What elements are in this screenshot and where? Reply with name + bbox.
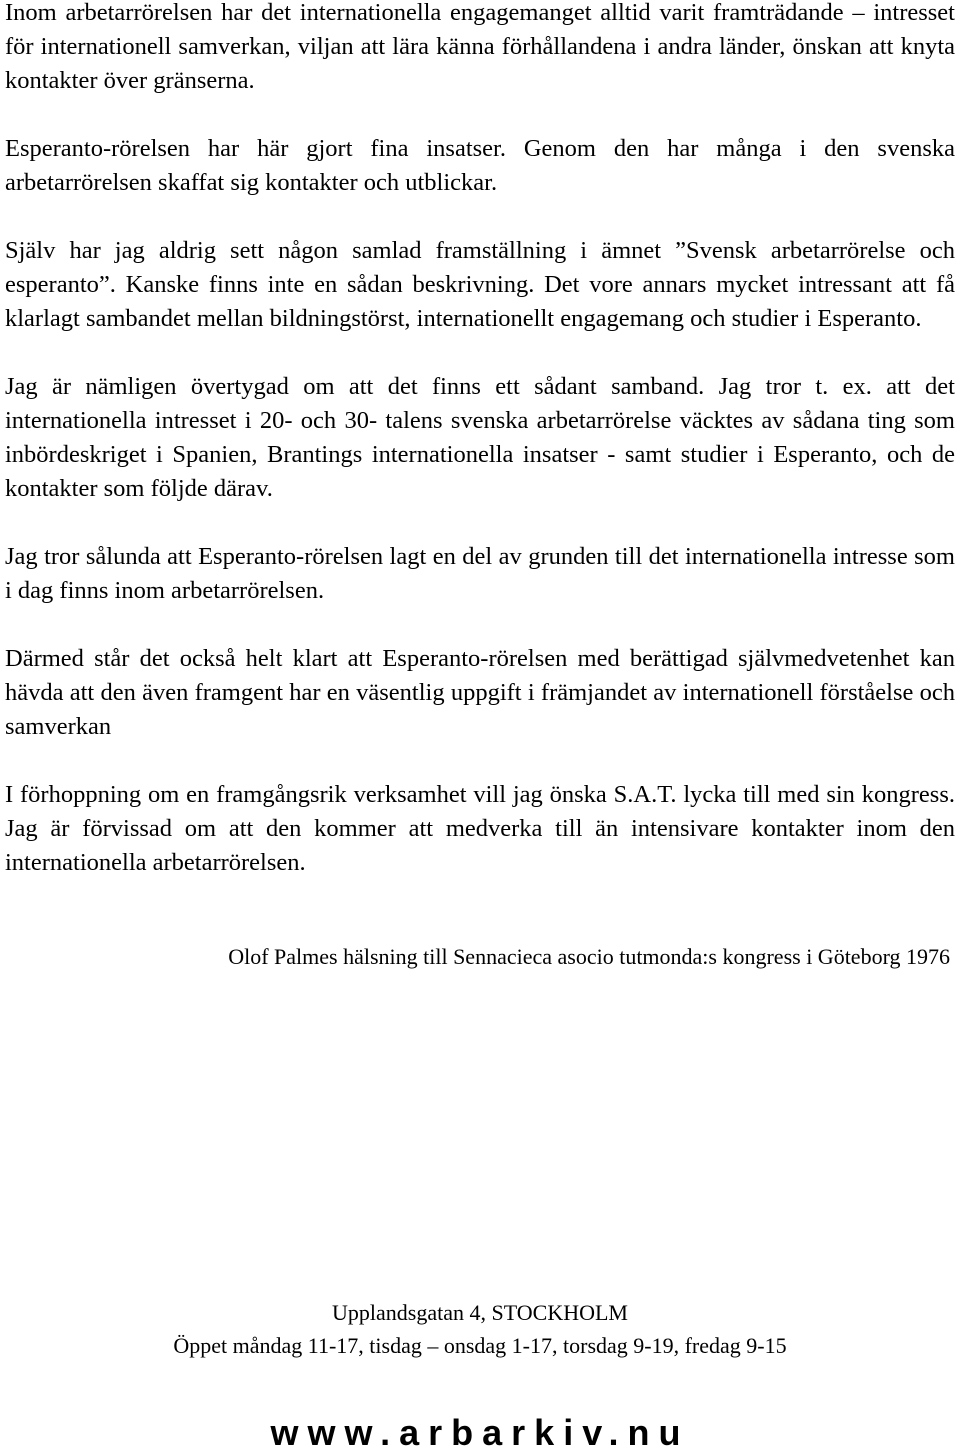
paragraph-4: Jag är nämligen övertygad om att det finns ett sådant samband. Jag tror t. ex. att det internationella intresset i 20- och 30- talens svenska arbetarrörelse väcktes av sådana ting som inbördeskriget i Spanien, Brantings internationella insatser - samt studier i Esperanto, och de kontakter som följde därav. bbox=[5, 373, 955, 502]
paragraph-6: Därmed står det också helt klart att Esperanto-rörelsen med berättigad självmedvetenhet kan hävda att den även framgent har en väsentlig uppgift i främjandet av internationell förståelse och samverkan bbox=[5, 645, 955, 740]
footer-opening-hours: Öppet måndag 11-17, tisdag – onsdag 1-17, torsdag 9-19, fredag 9-15 bbox=[173, 1333, 787, 1358]
signature-caption: Olof Palmes hälsning till Sennacieca asocio tutmonda:s kongress i Göteborg 1976 bbox=[228, 944, 950, 969]
paragraph-5: Jag tror sålunda att Esperanto-rörelsen lagt en del av grunden till det internationella intresse som i dag finns inom arbetarrörelsen. bbox=[5, 543, 955, 604]
footer-address: Upplandsgatan 4, STOCKHOLM bbox=[332, 1300, 628, 1325]
paragraph-3: Själv har jag aldrig sett någon samlad framställning i ämnet ”Svensk arbetarrörelse och esperanto”. Kanske finns inte en sådan beskrivning. Det vore annars mycket intressant att få klarlagt sambandet mellan bildningstörst, internationellt engagemang och studier i Esperanto. bbox=[5, 237, 955, 332]
paragraph-7: I förhoppning om en framgångsrik verksamhet vill jag önska S.A.T. lycka till med sin kongress. Jag är förvissad om att den kommer att medverka till än intensivare kontakter inom den internationella arbetarrörelsen. bbox=[5, 781, 955, 876]
website-link[interactable]: www.arbarkiv.nu bbox=[270, 1412, 690, 1453]
paragraph-1: Inom arbetarrörelsen har det internationella engagemanget alltid varit framträdande – intresset för internationell samverkan, viljan att lära känna förhållandena i andra länder, önskan att knyta kontakter över gränserna. bbox=[5, 0, 955, 94]
letter-body bbox=[5, 0, 955, 880]
footer-contact bbox=[0, 1296, 960, 1362]
paragraph-2: Esperanto-rörelsen har här gjort fina insatser. Genom den har många i den svenska arbetarrörelsen skaffat sig kontakter och utblickar. bbox=[5, 135, 955, 196]
